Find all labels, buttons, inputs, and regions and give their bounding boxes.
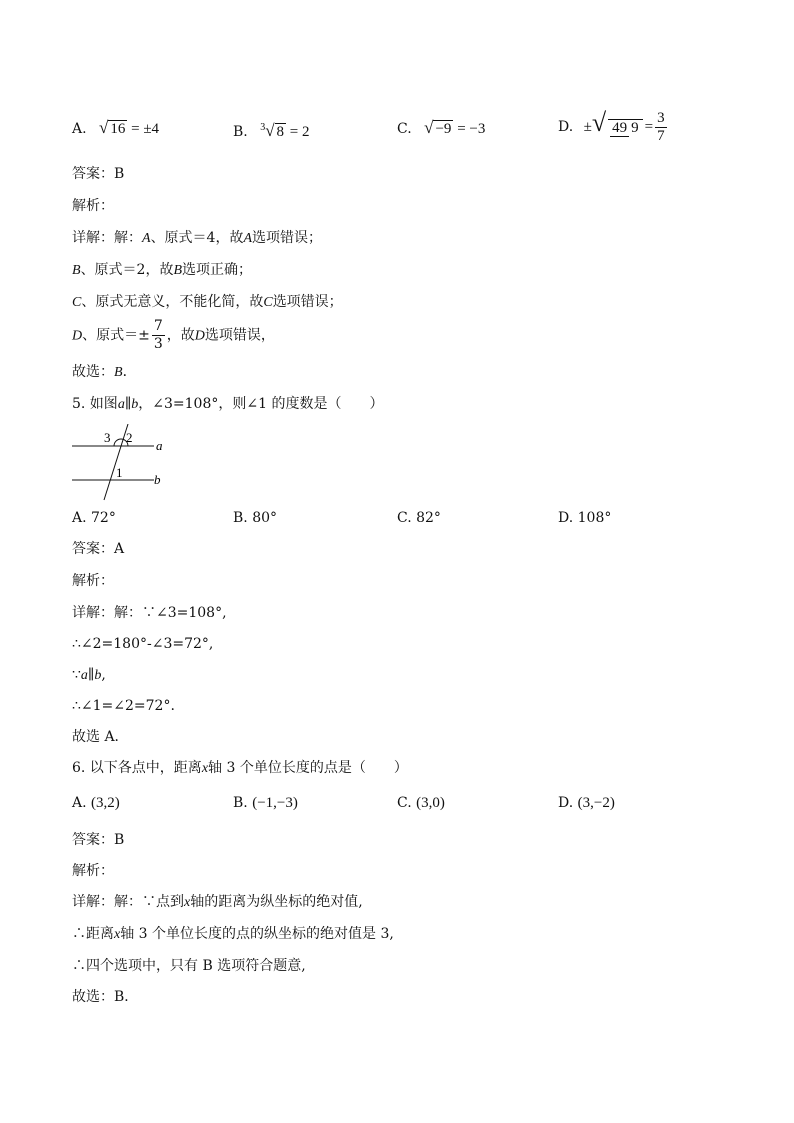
label-angle-3: 3: [104, 430, 111, 445]
option-letter: B.: [233, 795, 248, 811]
text: 轴的距离为纵坐标的绝对值,: [190, 894, 363, 910]
q5-step-1: 详解：解：∵∠3=108°,: [72, 605, 227, 621]
text: 5. 如图: [72, 396, 118, 412]
label-angle-2: 2: [126, 430, 133, 445]
equals: =: [644, 118, 654, 135]
q5-analysis: 解析：: [72, 573, 114, 589]
text: 轴 3 个单位长度的点是（ ）: [208, 760, 408, 776]
text: 6. 以下各点中，距离: [72, 760, 202, 776]
q5-stem: [72, 394, 383, 415]
q4-option-d: [558, 107, 669, 145]
option-rhs: = ±4: [131, 121, 160, 137]
q5-option-c: C. 82°: [397, 510, 441, 526]
q4-option-b: [233, 118, 310, 142]
parallel-lines-figure: [68, 424, 178, 504]
q6-conclusion: 故选：B．: [72, 989, 139, 1005]
text: 选项错误；: [272, 294, 343, 310]
option-letter: C.: [397, 795, 412, 811]
text: 选项错误，: [204, 327, 275, 344]
option-value: (3,0): [416, 795, 445, 811]
q5-step-2: ∴∠2=180°-∠3=72°,: [72, 636, 214, 652]
q4-detail-4: [72, 318, 275, 354]
option-letter: A.: [72, 121, 87, 137]
var: D: [194, 328, 205, 344]
parallel-symbol: ∥: [87, 667, 95, 683]
fraction-denominator: 3: [153, 336, 163, 352]
var: C: [72, 295, 82, 310]
var: x: [201, 761, 209, 776]
q5-step-4: ∴∠1=∠2=72°.: [72, 698, 175, 714]
text: 故选：: [72, 364, 114, 380]
q6-step-3: ∴四个选项中，只有 B 选项符合题意,: [72, 958, 306, 974]
text: 、原式＝2，故: [80, 262, 174, 278]
q4-option-c: [397, 118, 485, 139]
var: C: [263, 295, 273, 310]
parallel-symbol: ∥: [124, 396, 132, 412]
var: b: [94, 668, 102, 683]
q4-detail-2: [72, 260, 252, 281]
option-letter: D.: [558, 795, 574, 811]
q4-answer: 答案：B: [72, 166, 125, 182]
plus-minus: ±: [583, 118, 592, 135]
text: 详解：解：: [72, 230, 142, 246]
q4-option-a: [72, 118, 159, 139]
q6-analysis: 解析：: [72, 863, 114, 879]
fraction-denominator: 7: [657, 128, 665, 144]
option-letter: D.: [558, 118, 574, 135]
var: D: [72, 328, 83, 344]
fraction-numerator: 3: [657, 110, 665, 126]
option-letter: B.: [233, 124, 248, 140]
q6-option-a: [72, 793, 120, 813]
q5-conclusion: 故选 A．: [72, 729, 129, 745]
q5-option-d: D. 108°: [558, 510, 612, 526]
option-value: (3,2): [91, 795, 120, 811]
var: b: [131, 397, 139, 412]
text: ,: [101, 667, 106, 683]
q6-answer: 答案：B: [72, 832, 125, 848]
radicand: 16: [110, 121, 126, 137]
text: 、原式无意义，不能化简，故: [81, 294, 264, 310]
q6-step-2: [72, 924, 394, 945]
var: A: [243, 231, 253, 246]
radical-sign: √: [265, 121, 275, 140]
option-rhs: = −3: [457, 121, 486, 137]
text: ，故: [166, 327, 195, 344]
q6-option-b: [233, 793, 298, 813]
radicand: −9: [435, 121, 452, 137]
text: 、原式＝4，故: [150, 230, 244, 246]
text: 选项正确；: [182, 262, 253, 278]
radical-sign: √: [424, 118, 434, 137]
option-letter: C.: [397, 121, 412, 137]
text: 选项错误；: [252, 230, 323, 246]
option-letter: A.: [72, 795, 87, 811]
label-line-b: b: [154, 472, 161, 487]
text: 详解：解：∵点到: [72, 894, 184, 910]
q6-step-1: [72, 892, 363, 913]
option-rhs: = 2: [289, 124, 310, 140]
var: B: [72, 263, 81, 278]
fraction-numerator: 7: [153, 318, 163, 334]
var: A: [142, 231, 151, 246]
var: B: [114, 365, 123, 380]
text: ．: [122, 364, 137, 380]
label-angle-1: 1: [116, 465, 123, 480]
fraction-denominator: 9: [631, 119, 639, 136]
q4-analysis: 解析：: [72, 198, 114, 214]
q5-step-3: [72, 665, 106, 686]
radical-sign: √: [591, 107, 607, 137]
q6-option-d: [558, 793, 615, 813]
q4-detail-1: [72, 228, 322, 249]
text: ∴距离: [72, 926, 114, 942]
var: B: [173, 263, 183, 278]
label-line-a: a: [156, 438, 163, 453]
root-index: 3: [260, 122, 266, 133]
var: a: [117, 397, 125, 412]
var: x: [114, 927, 121, 942]
text: 、原式＝±: [82, 327, 150, 344]
option-value: (−1,−3): [252, 795, 298, 811]
q5-option-b: B. 80°: [233, 510, 278, 526]
var: a: [80, 668, 88, 683]
q5-option-a: A. 72°: [72, 510, 116, 526]
q6-stem: [72, 758, 408, 779]
text: 轴 3 个单位长度的点的纵坐标的绝对值是 3,: [120, 926, 394, 942]
text: ∵: [72, 667, 81, 683]
var: x: [184, 895, 191, 910]
q4-conclusion: [72, 362, 137, 383]
radicand: 8: [276, 124, 285, 140]
fraction-numerator: 49: [612, 119, 628, 136]
text: ，∠3=108°，则∠1 的度数是（ ）: [138, 396, 384, 412]
q6-option-c: [397, 793, 445, 813]
q4-detail-3: [72, 292, 343, 313]
radical-sign: √: [99, 118, 109, 137]
option-value: (3,−2): [577, 795, 615, 811]
q5-answer: 答案：A: [72, 541, 125, 557]
